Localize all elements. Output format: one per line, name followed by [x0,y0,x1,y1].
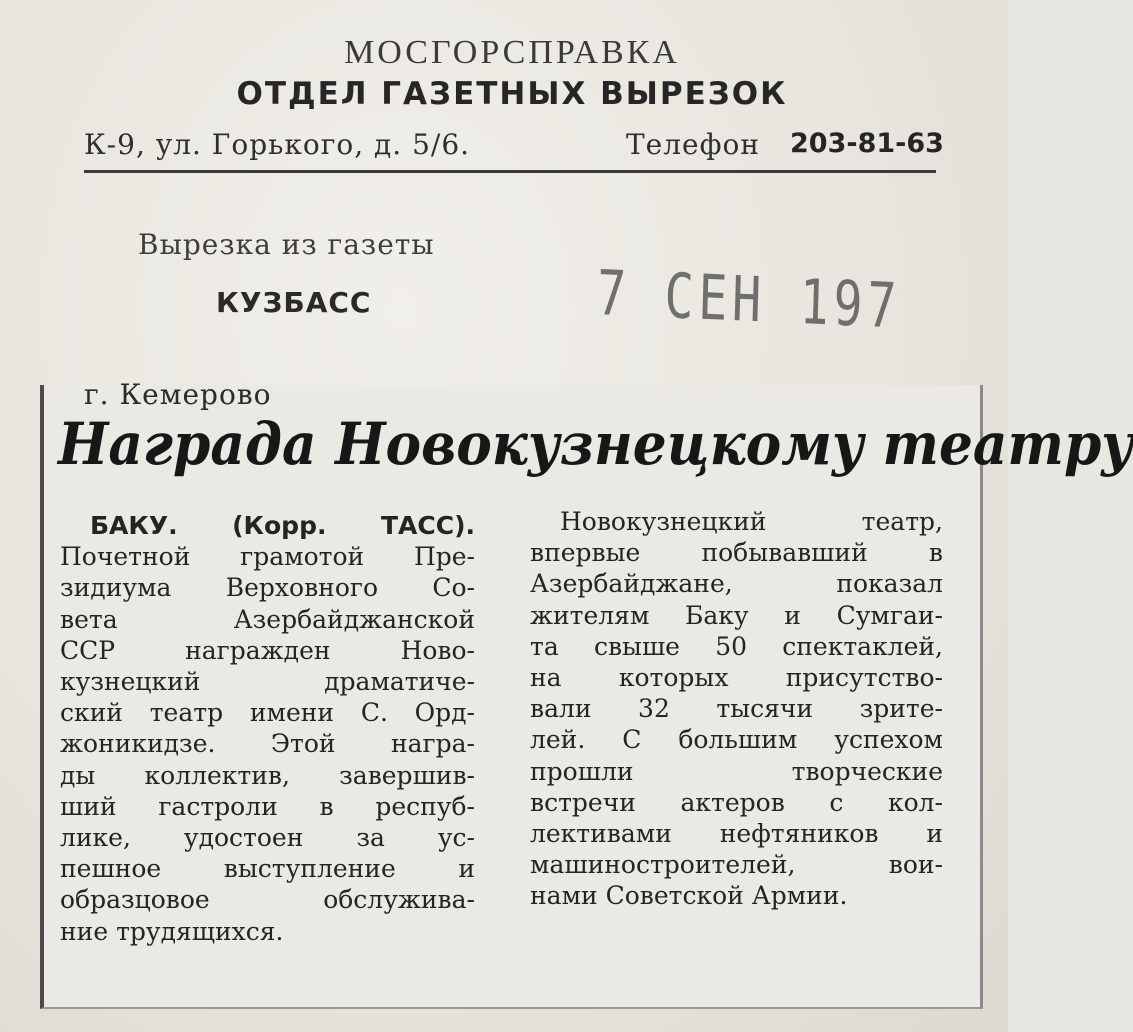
column-2-line: жителям Баку и Сумгаи- [530,600,943,630]
column-1-line: Почетной грамотой Пре- [60,542,475,572]
column-2-line: машиностроителей, вои- [530,850,943,880]
article-headline: Награда Новокузнецкому театру [58,410,1133,478]
column-2-line: Азербайджане, показал [530,569,943,599]
column-1-line: ший гастроли в респуб- [60,791,475,821]
column-1-line: ды коллектив, завершив- [60,760,475,790]
phone-label: Телефон [626,128,761,161]
column-2-line: вали 32 тысячи зрите- [530,694,943,724]
clipping-label: Вырезка из газеты [138,228,435,261]
column-2-line: лективами нефтяников и [530,819,943,849]
article-column-2 [530,506,943,912]
column-2-line: та свыше 50 спектаклей, [530,631,943,661]
column-1-line: ский театр имени С. Орд- [60,698,475,728]
column-1-line: образцовое обслужива- [60,885,475,915]
column-2-line: прошли творческие [530,756,943,786]
org-name: МОСГОРСПРАВКА [344,34,680,71]
column-1-line: жоникидзе. Этой награ- [60,729,475,759]
address: К-9, ул. Горького, д. 5/6. [84,128,471,161]
column-1-line: ние трудящихся. [60,916,284,946]
column-2-line: нами Советской Армии. [530,881,848,911]
newspaper-name: КУЗБАСС [216,286,372,319]
column-1-line: пешное выступление и [60,854,475,884]
city-label: г. Кемерово [84,378,272,411]
phone-number: 203-81-63 [790,128,944,159]
column-2-line: лей. С большим успехом [530,725,943,755]
date-stamp: 7 СЕН 197 [596,256,902,343]
column-1-line: лике, удостоен за ус- [60,823,475,853]
column-2-line: на которых присутство- [530,663,943,693]
department-name: ОТДЕЛ ГАЗЕТНЫХ ВЫРЕЗОК [236,76,788,112]
column-2-line: встречи актеров с кол- [530,787,943,817]
column-2-line: впервые побывавший в [530,538,943,568]
column-1-line: вета Азербайджанской [60,604,475,634]
header-divider [84,170,936,173]
column-1-line: БАКУ. (Корр. ТАСС). [90,511,475,540]
article-column-1 [60,510,475,947]
column-1-line: кузнецкий драматиче- [60,667,475,697]
column-2-line: Новокузнецкий театр, [560,507,943,536]
column-1-line: ССР награжден Ново- [60,635,475,665]
column-1-line: зидиума Верховного Со- [60,573,475,603]
